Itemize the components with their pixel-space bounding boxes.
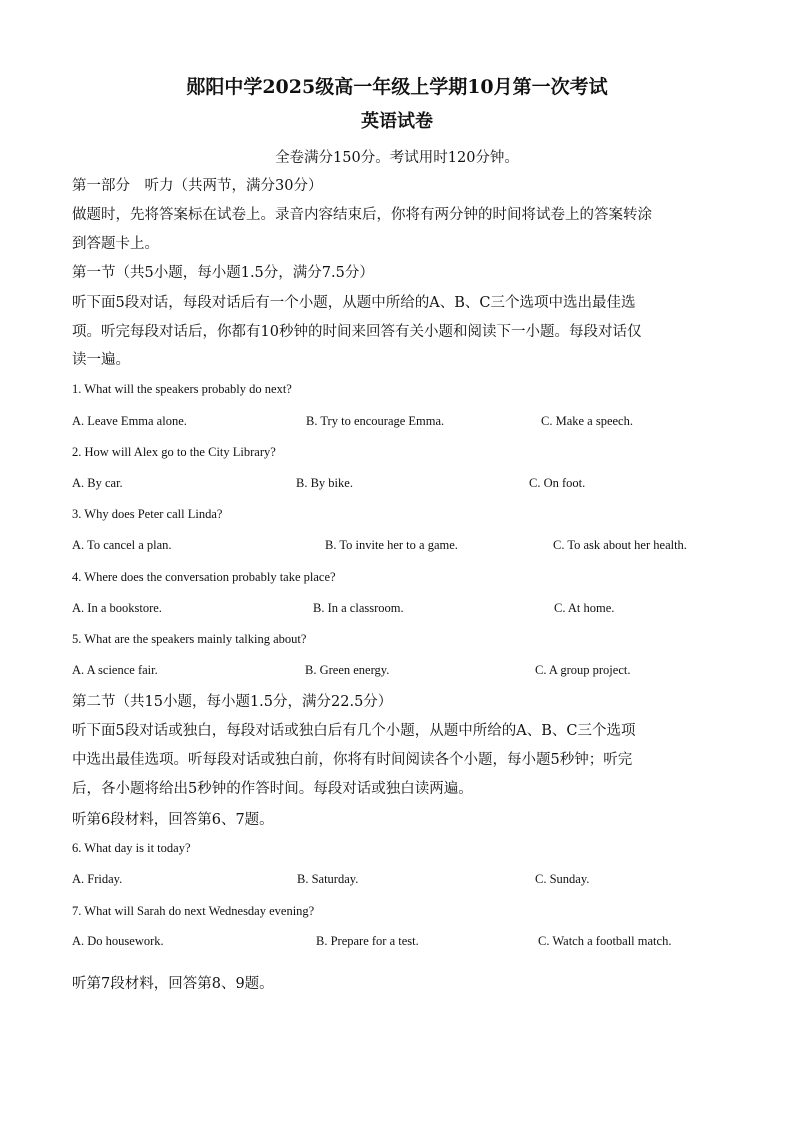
- question-4: 4. Where does the conversation probably take place?: [72, 570, 336, 584]
- question-2: 2. How will Alex go to the City Library?: [72, 445, 276, 459]
- question-2-option-c: C. On foot.: [529, 476, 586, 490]
- question-5-option-c: C. A group project.: [535, 663, 631, 677]
- exam-info: 全卷满分150分。考试用时120分钟。: [275, 150, 519, 166]
- question-7-option-b: B. Prepare for a test.: [316, 934, 419, 948]
- question-4-option-b: B. In a classroom.: [313, 601, 404, 615]
- section2-heading: 第二节（共15小题，每小题1.5分，满分22.5分）: [72, 694, 393, 710]
- question-3-option-c: C. To ask about her health.: [553, 538, 687, 552]
- question-5-option-b: B. Green energy.: [305, 663, 390, 677]
- question-3: 3. Why does Peter call Linda?: [72, 507, 223, 521]
- question-6-option-c: C. Sunday.: [535, 872, 590, 886]
- question-1-option-c: C. Make a speech.: [541, 414, 633, 428]
- question-7-option-c: C. Watch a football match.: [538, 934, 672, 948]
- section1-line2: 项。听完每段对话后，你都有10秒钟的时间来回答有关小题和阅读下一小题。每段对话仅: [72, 324, 642, 340]
- question-1: 1. What will the speakers probably do next?: [72, 382, 292, 396]
- part1-instruction-line1: 做题时，先将答案标在试卷上。录音内容结束后，你将有两分钟的时间将试卷上的答案转涂: [72, 207, 652, 223]
- question-6-option-a: A. Friday.: [72, 872, 123, 886]
- section2-line2: 中选出最佳选项。听每段对话或独白前，你将有时间阅读各个小题，每小题5秒钟；听完: [72, 752, 633, 768]
- exam-subtitle: 英语试卷: [361, 111, 433, 132]
- question-1-option-b: B. Try to encourage Emma.: [306, 414, 445, 428]
- question-6-option-b: B. Saturday.: [297, 872, 359, 886]
- question-6: 6. What day is it today?: [72, 841, 191, 855]
- question-3-option-b: B. To invite her to a game.: [325, 538, 458, 552]
- section1-line1: 听下面5段对话，每段对话后有一个小题，从题中所给的A、B、C三个选项中选出最佳选: [72, 295, 636, 311]
- section2-line3: 后，各小题将给出5秒钟的作答时间。每段对话或独白读两遍。: [72, 781, 473, 797]
- question-1-option-a: A. Leave Emma alone.: [72, 414, 187, 428]
- question-4-option-a: A. In a bookstore.: [72, 601, 162, 615]
- question-2-option-a: A. By car.: [72, 476, 123, 490]
- question-7: 7. What will Sarah do next Wednesday evening?: [72, 904, 315, 918]
- part1-heading: 第一部分 听力（共两节，满分30分）: [72, 178, 323, 194]
- question-5-option-a: A. A science fair.: [72, 663, 158, 677]
- question-2-option-b: B. By bike.: [296, 476, 353, 490]
- question-4-option-c: C. At home.: [554, 601, 615, 615]
- question-5: 5. What are the speakers mainly talking about?: [72, 632, 307, 646]
- exam-title: 郧阳中学2025级高一年级上学期10月第一次考试: [186, 76, 608, 98]
- section1-heading: 第一节（共5小题，每小题1.5分，满分7.5分）: [72, 265, 374, 281]
- section2-line1: 听下面5段对话或独白，每段对话或独白后有几个小题，从题中所给的A、B、C三个选项: [72, 723, 636, 739]
- material-6-heading: 听第6段材料，回答第6、7题。: [72, 812, 274, 828]
- material-7-heading: 听第7段材料，回答第8、9题。: [72, 976, 274, 992]
- part1-instruction-line2: 到答题卡上。: [72, 236, 159, 252]
- question-3-option-a: A. To cancel a plan.: [72, 538, 172, 552]
- question-7-option-a: A. Do housework.: [72, 934, 164, 948]
- section1-line3: 读一遍。: [72, 352, 130, 368]
